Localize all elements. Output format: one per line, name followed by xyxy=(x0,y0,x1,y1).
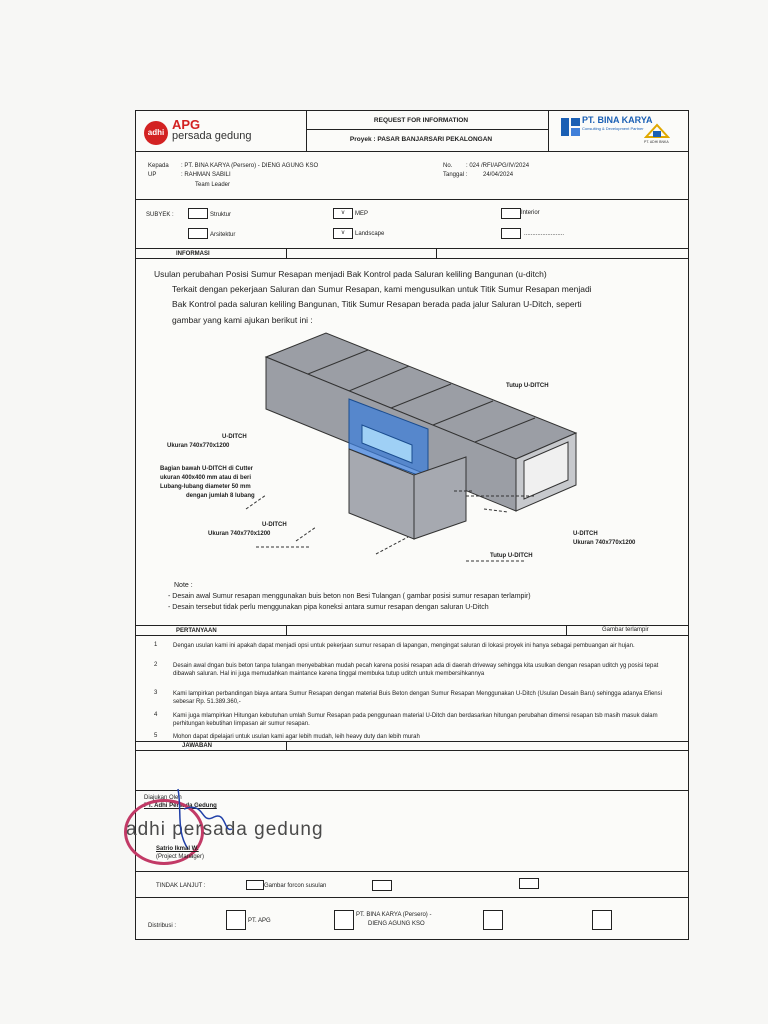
question-text: Kami lampirkan perbandingan biaya antara Sumur Resapan dengan material Buis Beton dengan Sumur Resapan Menggunakan U-Ditch (Usulan Desain Baru) sehingga adanya Efiensi sebesar Rp. 51.389.360,- xyxy=(173,691,662,705)
form-title: REQUEST FOR INFORMATION xyxy=(373,117,469,124)
binakarya-logo-small: PT. ADHI BNKA xyxy=(644,140,669,144)
diajukan-label: Diajukan Oleh xyxy=(144,795,182,801)
jawaban-label: JAWABAN xyxy=(182,743,213,749)
question-text: Kami juga mlampirkan Hitungan kebutuhan umlah Sumur Resapan pada penggunaan material U-Ditch dan berdasarkan hitungan perubahan dimensi resapan tsb masih masuk dalam perhitungan kebutihan limpasan air sumur resapan. xyxy=(173,713,658,727)
question-number: 5 xyxy=(154,733,158,739)
subyek-checkbox-other[interactable] xyxy=(501,228,521,239)
label-bagian-4: dengan jumlah 8 lubang xyxy=(186,493,255,499)
label-uditch-left-2: Ukuran 740x770x1200 xyxy=(167,443,230,449)
informasi-line-2: Bak Kontrol pada saluran keliling Bangunan, Titik Sumur Resapan berada pada jalur Saluran U-Ditch, seperti xyxy=(172,299,582,309)
apg-logo-text: persada gedung xyxy=(172,130,252,142)
signer-name: Satrio Ikmal W. xyxy=(156,846,199,852)
tindak-option-1: Gambar forcon susulan xyxy=(264,883,327,889)
project-name: Proyek : PASAR BANJARSARI PEKALONGAN xyxy=(349,136,493,143)
house-logo-icon xyxy=(644,121,670,139)
subyek-label-landscape: Landscape xyxy=(355,231,385,237)
question-number: 1 xyxy=(154,642,158,648)
distribusi-binakarya-1: PT. BINA KARYA (Persero) - xyxy=(356,912,432,918)
subyek-label-struktur: Struktur xyxy=(210,212,232,218)
rfi-form xyxy=(126,110,689,940)
label-bagian-3: Lubang-lubang diameter 50 mm xyxy=(160,484,251,490)
label-uditch-bottom-1: U-DITCH xyxy=(262,522,287,528)
question-text: Desain awal dngan buis beton tanpa tulangan menyebabkan mudah pecah karena posisi resapan ada di daerah driveway sehingga kita usulkan dengan resapan uditch yg posisi tepat dibawah saluran. Hal ini juga memudahkan maintance karena tinggal membuka tutup uditch untuk membersihkannya xyxy=(173,663,659,677)
up-role: Team Leader xyxy=(195,182,231,188)
subyek-checkbox-arsitektur[interactable] xyxy=(188,228,208,239)
question-number: 2 xyxy=(154,662,158,668)
question-text: Dengan usulan kami ini apakah dapat menjadi opsi untuk pekerjaan sumur resapan di lapangan, mengingat saluran di lokasi proyek ini hanya sebagai pembuangan air hujan. xyxy=(173,643,635,649)
question-number: 3 xyxy=(154,690,158,696)
informasi-line-1: Terkait dengan pekerjaan Saluran dan Sumur Resapan, kami mengusulkan untuk Titik Sumur Resapan menjadi xyxy=(172,284,592,294)
label-tutup-bottom: Tutup U-DITCH xyxy=(490,553,533,559)
subyek-label-other: ........................ xyxy=(524,231,565,237)
question-text: Mohon dapat dipelajari untuk usulan kami agar lebih mudah, leih heavy duty dan lebih murah xyxy=(173,734,420,740)
binakarya-logo xyxy=(556,113,686,149)
label-uditch-left-1: U-DITCH xyxy=(222,434,247,440)
informasi-line-3: gambar yang kami ajukan berikut ini : xyxy=(172,315,313,325)
distribusi-label: Distribusi : xyxy=(148,923,177,929)
kepada-label: Kepada xyxy=(148,163,169,169)
distribusi-binakarya-2: DIENG AGUNG KSO xyxy=(368,921,425,927)
subyek-checkbox-mep[interactable]: v xyxy=(333,208,353,219)
tanggal-value: 24/04/2024 xyxy=(483,172,514,178)
kepada-value: : PT. BINA KARYA (Persero) - DIENG AGUNG KSO xyxy=(181,163,319,169)
informasi-heading: Usulan perubahan Posisi Sumur Resapan menjadi Bak Kontrol pada Saluran keliling Bangunan (u-ditch) xyxy=(154,269,547,279)
apg-logo xyxy=(144,117,264,149)
distribusi-checkbox-binakarya[interactable] xyxy=(334,910,354,930)
note-1: - Desain awal Sumur resapan menggunakan buis beton non Besi Tulangan ( gambar posisi sumur resapan terlampir) xyxy=(168,593,531,600)
up-value: : RAHMAN SABILI xyxy=(181,172,231,178)
distribusi-checkbox-3[interactable] xyxy=(483,910,503,930)
subyek-label-arsitektur: Arsitektur xyxy=(210,232,236,238)
no-label: No. xyxy=(443,163,453,169)
diajukan-company: PT. Adhi Persada Gedung xyxy=(144,803,217,809)
question-number: 4 xyxy=(154,712,158,718)
binakarya-logo-text: PT. BINA KARYA xyxy=(582,115,653,125)
subyek-checkbox-landscape[interactable]: v xyxy=(333,228,353,239)
tanggal-label: Tanggal : xyxy=(443,172,468,178)
label-tutup-top: Tutup U-DITCH xyxy=(506,383,549,389)
apg-logo-top: APG xyxy=(172,117,201,132)
tindak-checkbox-2[interactable] xyxy=(372,880,392,891)
label-bagian-2: ukuran 400x400 mm atau di beri xyxy=(160,475,252,481)
subyek-label-interior: Interior xyxy=(521,210,540,216)
signer-role: (Project Manager) xyxy=(156,854,205,860)
informasi-label: INFORMASI xyxy=(176,251,210,257)
subyek-checkbox-interior[interactable] xyxy=(501,208,521,219)
gambar-terlampir: Gambar terlampir xyxy=(602,627,649,633)
up-label: UP xyxy=(148,172,157,178)
apg-logo-circle: adhi xyxy=(144,121,168,145)
label-uditch-right-1: U-DITCH xyxy=(573,531,598,537)
label-uditch-right-2: Ukuran 740x770x1200 xyxy=(573,540,636,546)
tindak-checkbox-3[interactable] xyxy=(519,878,539,889)
subyek-label-mep: MEP xyxy=(355,211,369,217)
stamp-text: adhi persada gedung xyxy=(126,819,324,840)
distribusi-checkbox-apg[interactable] xyxy=(226,910,246,930)
signature-scribble xyxy=(166,771,236,851)
subyek-label: SUBYEK : xyxy=(146,212,174,218)
label-bagian-1: Bagian bawah U-DITCH di Cutter xyxy=(160,466,254,472)
subyek-checkbox-struktur[interactable] xyxy=(188,208,208,219)
no-value: : 024 /RFI/APG/IV/2024 xyxy=(466,163,530,169)
note-label: Note : xyxy=(174,582,193,589)
distribusi-apg: PT. APG xyxy=(248,918,271,924)
binakarya-logo-sub: Consulting & Development Partner xyxy=(582,126,644,131)
tindak-checkbox-1[interactable] xyxy=(246,880,264,890)
distribusi-checkbox-4[interactable] xyxy=(592,910,612,930)
label-uditch-bottom-2: Ukuran 740x770x1200 xyxy=(208,531,271,537)
note-2: - Desain tersebut tidak perlu menggunakan pipa koneksi antara sumur resapan dengan saluran U-Ditch xyxy=(168,604,489,611)
tindak-lanjut-label: TINDAK LANJUT : xyxy=(156,883,206,889)
pertanyaan-label: PERTANYAAN xyxy=(176,628,217,634)
binakarya-mark-icon xyxy=(560,117,582,137)
